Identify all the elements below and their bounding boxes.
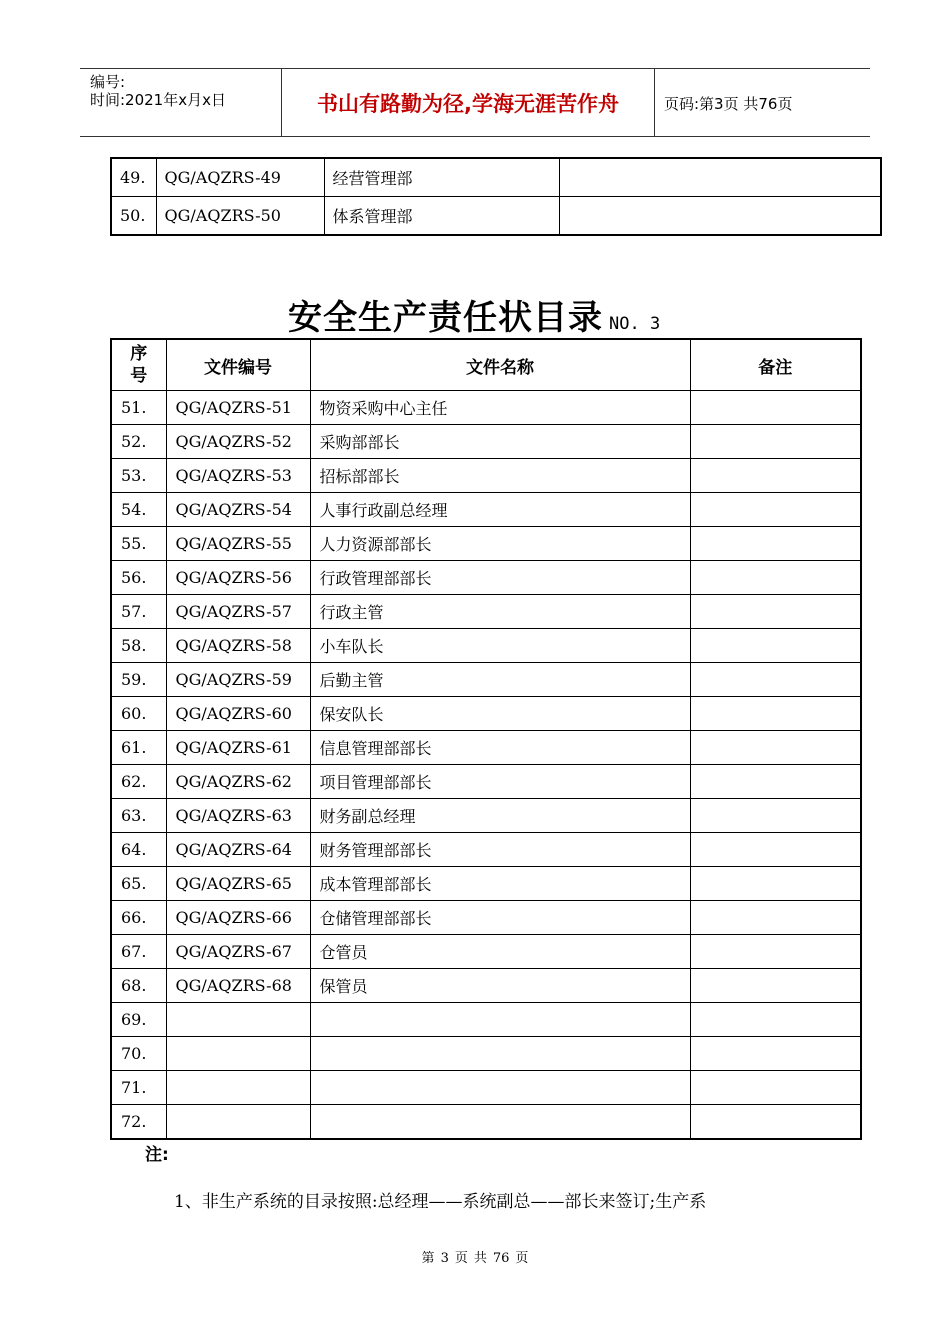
cell-seq: 67. [111,935,166,969]
cell-name: 行政管理部部长 [310,561,690,595]
cell-name: 仓储管理部部长 [310,901,690,935]
cell-name: 成本管理部部长 [310,867,690,901]
header-divider-right [654,68,655,136]
header-date: 时间:2021年x月x日 [90,91,226,109]
table-row [111,158,881,197]
cell-remark [690,1003,861,1037]
cell-name: 人力资源部部长 [310,527,690,561]
cell-name: 信息管理部部长 [310,731,690,765]
header-motto: 书山有路勤为径,学海无涯苦作舟 [317,92,619,116]
cell-remark [690,901,861,935]
header-bottom-rule [80,136,870,137]
cell-seq: 57. [111,595,166,629]
cell-name: 保安队长 [310,697,690,731]
cell-code: QG/AQZRS-65 [166,867,310,901]
cell-code: QG/AQZRS-67 [166,935,310,969]
cell-name [310,1003,690,1037]
cell-remark [690,1071,861,1105]
cell-name: 小车队长 [310,629,690,663]
cell-remark [690,765,861,799]
document-title [288,290,660,339]
cell-seq: 70. [111,1037,166,1071]
table-row [111,1037,861,1071]
header-code-label: 编号: [90,73,126,91]
cell-code: QG/AQZRS-53 [166,459,310,493]
cell-seq: 53. [111,459,166,493]
cell-code: QG/AQZRS-63 [166,799,310,833]
cell-seq: 64. [111,833,166,867]
cell-remark [690,459,861,493]
cell-name: 体系管理部 [324,197,559,236]
title-main: 安全生产责任状目录 [288,298,603,338]
cell-name: 项目管理部部长 [310,765,690,799]
cell-remark [559,158,881,197]
table-row [111,527,861,561]
table-row [111,663,861,697]
cell-seq: 49. [111,158,156,197]
table-row [111,561,861,595]
table-row [111,595,861,629]
cell-code: QG/AQZRS-57 [166,595,310,629]
table-row [111,425,861,459]
cell-remark [690,527,861,561]
cell-remark [690,391,861,425]
cell-seq: 63. [111,799,166,833]
cell-remark [690,697,861,731]
cell-code [166,1037,310,1071]
cell-seq: 61. [111,731,166,765]
cell-code: QG/AQZRS-49 [156,158,324,197]
continuation-table-body [111,158,881,235]
cell-name [310,1071,690,1105]
table-row [111,629,861,663]
cell-remark [690,1105,861,1140]
table-row [111,697,861,731]
cell-seq: 56. [111,561,166,595]
footer-page: 3 [440,1251,449,1266]
directory-table [110,338,862,1140]
directory-table-body [111,391,861,1140]
cell-name: 行政主管 [310,595,690,629]
cell-seq: 65. [111,867,166,901]
table-header-row [111,339,861,391]
cell-seq: 66. [111,901,166,935]
cell-seq: 60. [111,697,166,731]
cell-name: 后勤主管 [310,663,690,697]
cell-name: 经营管理部 [324,158,559,197]
cell-code: QG/AQZRS-64 [166,833,310,867]
table-row [111,459,861,493]
footer-total-unit: 页 [515,1251,529,1266]
cell-seq: 50. [111,197,156,236]
cell-code [166,1003,310,1037]
cell-code [166,1105,310,1140]
footer-page-unit: 页 [454,1251,468,1266]
cell-remark [690,867,861,901]
cell-code: QG/AQZRS-62 [166,765,310,799]
cell-seq: 59. [111,663,166,697]
table-row [111,935,861,969]
cell-code: QG/AQZRS-55 [166,527,310,561]
table-row [111,493,861,527]
cell-seq: 62. [111,765,166,799]
footer-prefix: 第 [421,1251,435,1266]
table-row [111,833,861,867]
header-seq-line2: 号 [130,366,148,386]
header-name: 文件名称 [310,339,690,391]
cell-name [310,1105,690,1140]
table-row [111,799,861,833]
cell-seq: 58. [111,629,166,663]
cell-name: 招标部部长 [310,459,690,493]
cell-remark [690,731,861,765]
cell-name [310,1037,690,1071]
cell-code: QG/AQZRS-61 [166,731,310,765]
cell-name: 物资采购中心主任 [310,391,690,425]
footer-total-prefix: 共 [473,1251,487,1266]
cell-seq: 68. [111,969,166,1003]
cell-code: QG/AQZRS-51 [166,391,310,425]
table-row [111,197,881,236]
header-seq [111,339,166,391]
header-remark: 备注 [690,339,861,391]
cell-seq: 72. [111,1105,166,1140]
cell-remark [690,493,861,527]
cell-name: 财务管理部部长 [310,833,690,867]
cell-code: QG/AQZRS-68 [166,969,310,1003]
cell-seq: 71. [111,1071,166,1105]
title-number: NO. 3 [609,314,661,334]
cell-seq: 69. [111,1003,166,1037]
notes-line-1: 1、非生产系统的目录按照:总经理——系统副总——部长来签订;生产系 [174,1192,707,1212]
table-row [111,1071,861,1105]
table-row [111,731,861,765]
cell-code: QG/AQZRS-60 [166,697,310,731]
cell-remark [559,197,881,236]
header-top-rule [80,68,870,69]
continuation-table [110,157,882,236]
table-row [111,1105,861,1140]
page-footer [0,1247,950,1266]
table-row [111,969,861,1003]
cell-remark [690,799,861,833]
header-code: 文件编号 [166,339,310,391]
table-row [111,391,861,425]
cell-name: 财务副总经理 [310,799,690,833]
cell-code: QG/AQZRS-50 [156,197,324,236]
cell-code [166,1071,310,1105]
cell-remark [690,833,861,867]
table-row [111,765,861,799]
cell-remark [690,663,861,697]
cell-seq: 55. [111,527,166,561]
cell-remark [690,425,861,459]
cell-code: QG/AQZRS-66 [166,901,310,935]
cell-code: QG/AQZRS-56 [166,561,310,595]
cell-code: QG/AQZRS-54 [166,493,310,527]
cell-code: QG/AQZRS-52 [166,425,310,459]
cell-remark [690,561,861,595]
cell-name: 仓管员 [310,935,690,969]
table-row [111,867,861,901]
table-row [111,901,861,935]
cell-remark [690,629,861,663]
table-row [111,1003,861,1037]
footer-total: 76 [492,1251,510,1266]
notes-label: 注: [145,1145,169,1165]
cell-remark [690,1037,861,1071]
cell-name: 保管员 [310,969,690,1003]
cell-remark [690,595,861,629]
header-seq-line1: 序 [130,344,148,364]
cell-remark [690,969,861,1003]
cell-code: QG/AQZRS-59 [166,663,310,697]
cell-name: 采购部部长 [310,425,690,459]
cell-seq: 54. [111,493,166,527]
cell-remark [690,935,861,969]
cell-seq: 51. [111,391,166,425]
cell-seq: 52. [111,425,166,459]
cell-code: QG/AQZRS-58 [166,629,310,663]
header-page-info: 页码:第3页 共76页 [664,95,793,113]
cell-name: 人事行政副总经理 [310,493,690,527]
